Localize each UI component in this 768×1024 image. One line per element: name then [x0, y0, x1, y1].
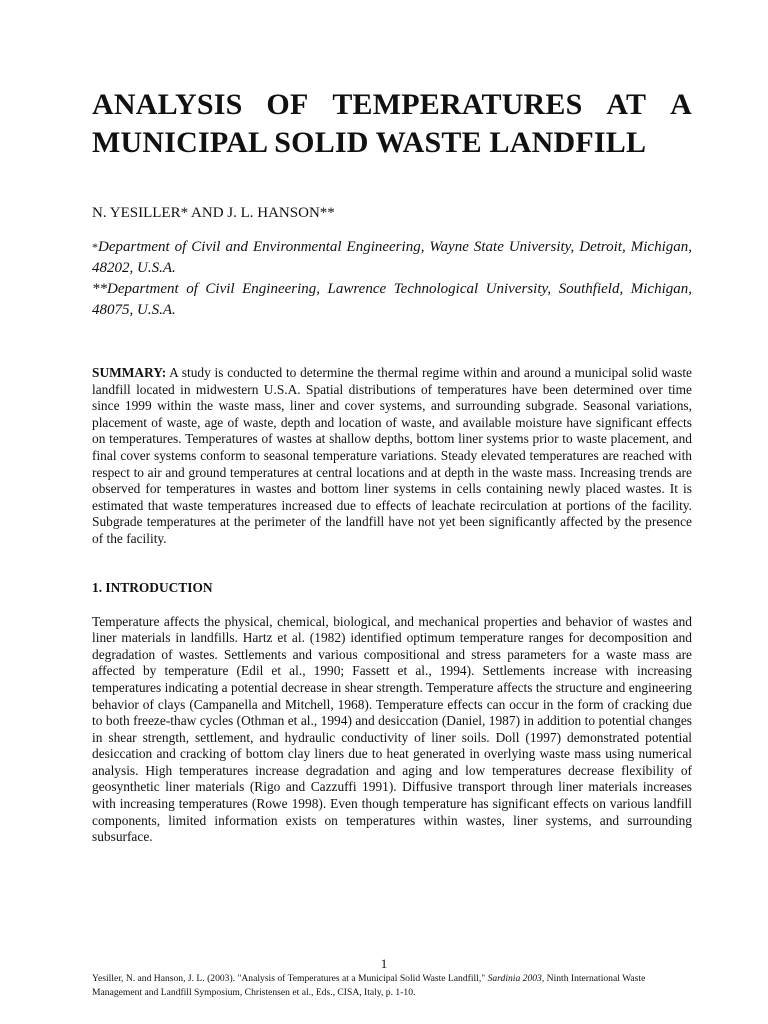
- paper-title: [92, 86, 692, 162]
- affiliations: [92, 237, 692, 321]
- title-line-1: [92, 86, 692, 124]
- footer-citation-venue: Sardinia 2003: [487, 973, 542, 984]
- title-word: A: [670, 88, 692, 121]
- footer-citation-end: , Ninth International Waste Management and Landfill Symposium, Christensen et al., Eds., CISA, Italy, p. 1-10.: [92, 973, 646, 998]
- paper-page: [92, 86, 692, 846]
- title-word: ANALYSIS: [92, 88, 243, 121]
- title-word: TEMPERATURES: [332, 88, 583, 121]
- summary-text: A study is conducted to determine the thermal regime within and around a municipal solid waste landfill located in midwestern U.S.A. Spatial distributions of temperatures have been determined over time since 1999 within the waste mass, liner and cover systems, and surrounding subgrade. Seasonal variations, placement of waste, age of waste, depth and location of waste, and available moisture have significant effects on temperatures. Temperatures of wastes at shallow depths, bottom liner systems prior to waste placement, and final cover systems conform to seasonal temperature variations. Steady elevated temperatures are reached with respect to air and ground temperatures at central locations and at depth in the waste mass. Increasing trends are observed for temperatures in wastes and bottom liner systems in cells containing newly placed wastes. It is estimated that waste temperatures increased due to effects of leachate recirculation at portions of the facility. Subgrade temperatures at the perimeter of the landfill have not yet been significantly affected by the presence of the facility.: [92, 365, 692, 546]
- title-line-2: MUNICIPAL SOLID WASTE LANDFILL: [92, 126, 647, 159]
- affiliation-marker: *: [92, 240, 98, 254]
- author-list: N. YESILLER* AND J. L. HANSON**: [92, 205, 335, 221]
- introduction-paragraph: Temperature affects the physical, chemical, biological, and mechanical properties and behavior of wastes and liner materials in landfills. Hartz et al. (1982) identified optimum temperature ranges for decomposition and degradation of wastes. Settlements and various compositional and stress parameters for a waste mass are affected by temperature (Edil et al., 1990; Fassett et al., 1994). Settlements increase with increasing temperatures indicating a potential decrease in shear strength. Temperature affects the structure and engineering behavior of clays (Campanella and Mitchell, 1968). Temperature effects can occur in the form of cracking due to both freeze-thaw cycles (Othman et al., 1994) and desiccation (Daniel, 1987) in addition to potential changes in shear strength, settlement, and hydraulic conductivity of liner soils. Doll (1997) demonstrated potential desiccation and cracking of bottom clay liners due to heat generated in overlying waste mass using numerical analysis. High temperatures increase degradation and aging and low temperatures decrease flexibility of geosynthetic liner materials (Rigo and Cazzuffi 1991). Diffusive transport through liner materials increases with increasing temperatures (Rowe 1998). Even though temperature has significant effects on various landfill components, limited information exists on temperatures within wastes, liner systems, and surrounding subsurface.: [92, 613, 692, 845]
- title-word: AT: [606, 88, 647, 121]
- footer-citation-start: Yesiller, N. and Hanson, J. L. (2003). "Analysis of Temperatures at a Municipal Solid Waste Landfill,": [92, 973, 488, 984]
- citation-footer: [92, 972, 692, 1000]
- affiliation-1-text: Department of Civil and Environmental Engineering, Wayne State University, Detroit, Michigan, 48202, U.S.A.: [92, 239, 692, 276]
- title-word: OF: [266, 88, 309, 121]
- summary-paragraph: [92, 365, 692, 548]
- section-heading-introduction: 1. INTRODUCTION: [92, 579, 213, 595]
- page-number: 1: [380, 956, 388, 971]
- affiliation-2: **Department of Civil Engineering, Lawrence Technological University, Southfield, Michigan, 48075, U.S.A.: [92, 281, 692, 318]
- summary-label: SUMMARY:: [92, 365, 167, 380]
- affiliation-1: [92, 237, 692, 279]
